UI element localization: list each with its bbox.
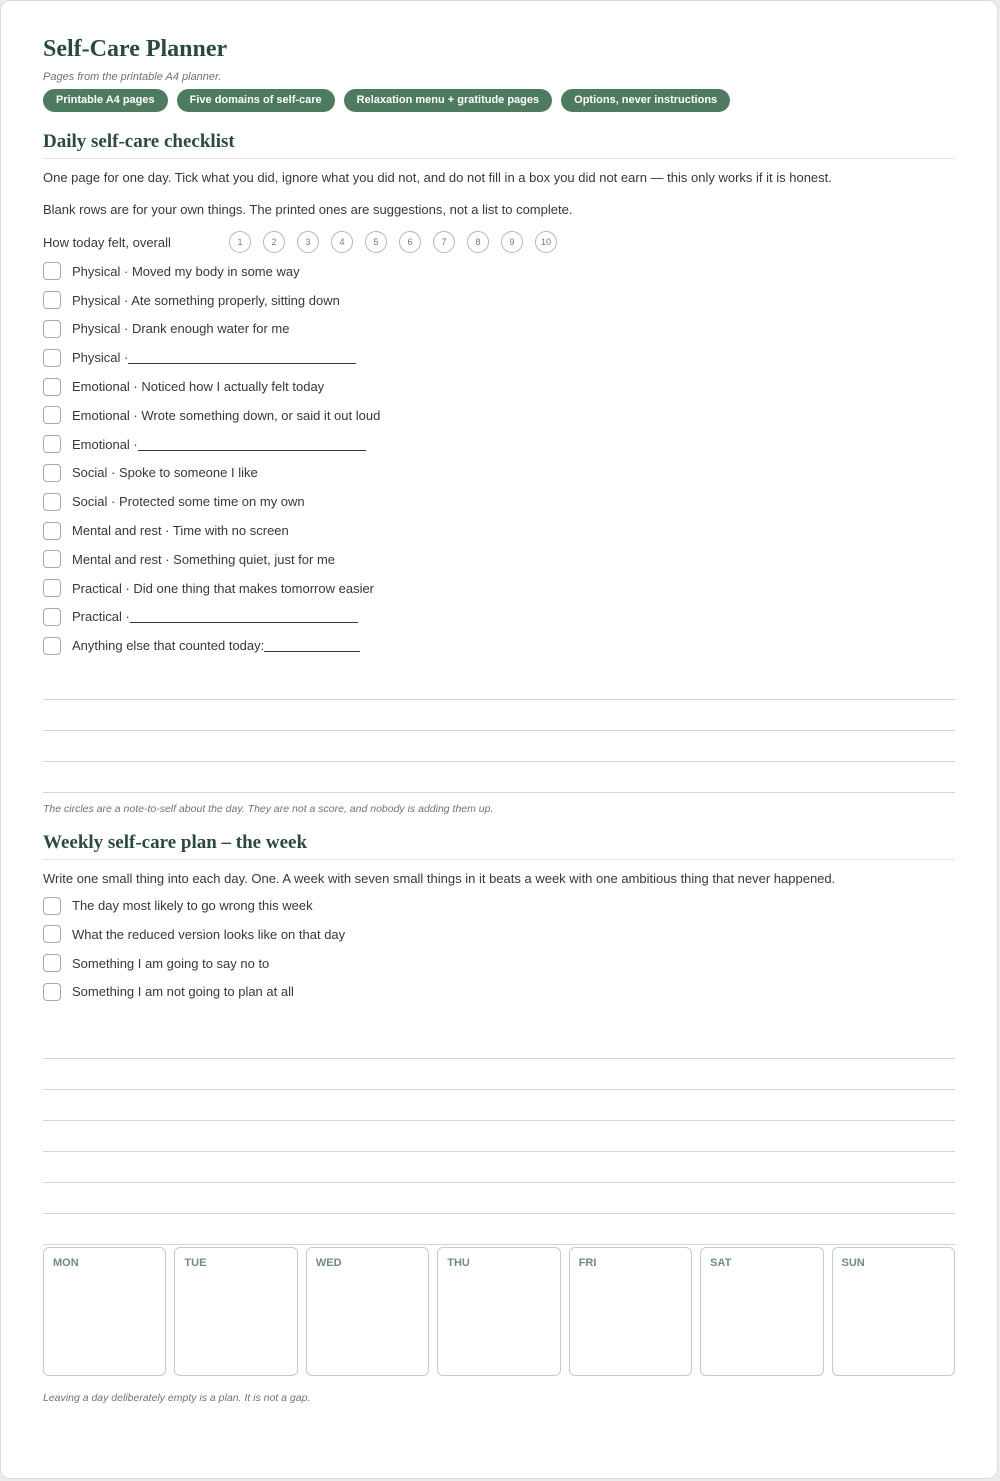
checklist-item-label: Something I am going to say no to — [72, 955, 270, 971]
list-item — [43, 286, 955, 315]
checklist-item-label: What the reduced version looks like on that day — [72, 926, 346, 942]
rating-circle-1[interactable]: 1 — [229, 231, 251, 253]
day-box-tue[interactable] — [174, 1247, 297, 1376]
checklist-item-label: Something I am not going to plan at all — [72, 984, 294, 1000]
tag-printable-pages[interactable]: Printable A4 pages — [43, 89, 168, 112]
day-label: FRI — [578, 1257, 597, 1270]
rating-circle-6[interactable]: 6 — [399, 231, 421, 253]
checklist-item-label: Physical · Moved my body in some way — [72, 263, 300, 279]
rating-circle-9[interactable]: 9 — [501, 231, 523, 253]
checkbox[interactable] — [43, 378, 61, 396]
weekly-intro: Write one small thing into each day. One. A week with seven small things in it beats a week with one ambitious thing that never happened. — [43, 871, 836, 887]
day-box-fri[interactable] — [569, 1247, 692, 1376]
rating-circle-5[interactable]: 5 — [365, 231, 387, 253]
ruled-line — [43, 1214, 955, 1245]
checklist-item-label: Practical · Did one thing that makes tomorrow easier — [72, 580, 375, 596]
ruled-line — [43, 669, 955, 700]
weekly-footnote: Leaving a day deliberately empty is a plan. It is not a gap. — [43, 1392, 311, 1405]
checklist-item-label: Emotional · — [72, 436, 138, 452]
weekly-section-title: Weekly self-care plan – the week — [43, 831, 955, 860]
daily-checklist — [43, 257, 955, 660]
week-day-grid — [43, 1247, 955, 1376]
checklist-item-label: The day most likely to go wrong this week — [72, 898, 313, 914]
rating-circle-8[interactable]: 8 — [467, 231, 489, 253]
ruled-line — [43, 700, 955, 731]
mood-rating-label: How today felt, overall — [43, 234, 171, 250]
day-label: WED — [315, 1257, 342, 1270]
list-item — [43, 372, 955, 401]
checkbox[interactable] — [43, 435, 61, 453]
rating-circle-10[interactable]: 10 — [535, 231, 557, 253]
ruled-line — [43, 1059, 955, 1090]
checklist-item-label: Emotional · Wrote something down, or said it out loud — [72, 407, 381, 423]
day-label: TUE — [184, 1257, 207, 1270]
ruled-line — [43, 1028, 955, 1059]
day-box-mon[interactable] — [43, 1247, 166, 1376]
checkbox[interactable] — [43, 579, 61, 597]
rating-circle-2[interactable]: 2 — [263, 231, 285, 253]
blank-write-line[interactable] — [130, 610, 358, 623]
tag-five-domains[interactable]: Five domains of self-care — [177, 89, 335, 112]
checkbox[interactable] — [43, 983, 61, 1001]
daily-footnote: The circles are a note-to-self about the day. They are not a score, and nobody is adding them up. — [43, 803, 494, 816]
list-item — [43, 978, 955, 1007]
blank-write-line[interactable] — [138, 438, 366, 451]
list-item — [43, 487, 955, 516]
list-item — [43, 949, 955, 978]
checkbox[interactable] — [43, 897, 61, 915]
list-item — [43, 631, 955, 660]
day-box-wed[interactable] — [306, 1247, 429, 1376]
page-subtitle: Pages from the printable A4 planner. — [43, 71, 222, 83]
list-item — [43, 891, 955, 920]
list-item — [43, 920, 955, 949]
checklist-item-label: Physical · Ate something properly, sitting down — [72, 292, 340, 308]
list-item — [43, 545, 955, 574]
list-item — [43, 315, 955, 344]
checkbox[interactable] — [43, 925, 61, 943]
checklist-item-label: Anything else that counted today: — [72, 638, 265, 654]
checkbox[interactable] — [43, 637, 61, 655]
checklist-item-label: Physical · — [72, 350, 129, 366]
checkbox[interactable] — [43, 262, 61, 280]
checkbox[interactable] — [43, 608, 61, 626]
checkbox[interactable] — [43, 406, 61, 424]
list-item — [43, 343, 955, 372]
tag-relaxation-menu[interactable]: Relaxation menu + gratitude pages — [344, 89, 552, 112]
tag-options[interactable]: Options, never instructions — [561, 89, 730, 112]
day-label: THU — [447, 1257, 470, 1270]
weekly-checklist — [43, 891, 955, 1006]
day-box-sat[interactable] — [700, 1247, 823, 1376]
daily-intro-1: One page for one day. Tick what you did, ignore what you did not, and do not fill in a box you did not earn — this only works if it is honest. — [43, 170, 832, 185]
checkbox[interactable] — [43, 464, 61, 482]
mood-rating-row — [43, 230, 955, 254]
daily-section-title: Daily self-care checklist — [43, 130, 955, 159]
list-item — [43, 430, 955, 459]
day-box-thu[interactable] — [437, 1247, 560, 1376]
rating-circle-3[interactable]: 3 — [297, 231, 319, 253]
list-item — [43, 574, 955, 603]
ruled-line — [43, 762, 955, 793]
checklist-item-label: Social · Protected some time on my own — [72, 494, 305, 510]
mood-rating-circles — [229, 231, 557, 253]
checkbox[interactable] — [43, 320, 61, 338]
checklist-item-label: Mental and rest · Something quiet, just for me — [72, 551, 336, 567]
day-label: SAT — [710, 1257, 732, 1270]
checklist-item-label: Social · Spoke to someone I like — [72, 465, 258, 481]
ruled-line — [43, 1090, 955, 1121]
blank-write-line[interactable] — [264, 639, 360, 652]
day-label: MON — [53, 1257, 79, 1270]
ruled-line — [43, 1152, 955, 1183]
blank-write-line[interactable] — [128, 351, 356, 364]
list-item — [43, 459, 955, 488]
rating-circle-4[interactable]: 4 — [331, 231, 353, 253]
day-box-sun[interactable] — [832, 1247, 955, 1376]
checklist-item-label: Mental and rest · Time with no screen — [72, 523, 289, 539]
list-item — [43, 257, 955, 286]
ruled-line — [43, 1183, 955, 1214]
ruled-line — [43, 1121, 955, 1152]
list-item — [43, 401, 955, 430]
weekly-notes-lines[interactable] — [43, 1028, 955, 1245]
checklist-item-label: Emotional · Noticed how I actually felt today — [72, 379, 325, 395]
list-item — [43, 603, 955, 632]
page-title: Self-Care Planner — [43, 36, 228, 62]
daily-notes-lines[interactable] — [43, 669, 955, 793]
checkbox[interactable] — [43, 954, 61, 972]
tag-list — [43, 89, 955, 112]
ruled-line — [43, 731, 955, 762]
day-label: SUN — [841, 1257, 865, 1270]
list-item — [43, 516, 955, 545]
rating-circle-7[interactable]: 7 — [433, 231, 455, 253]
checkbox[interactable] — [43, 522, 61, 540]
checkbox[interactable] — [43, 291, 61, 309]
checkbox[interactable] — [43, 349, 61, 367]
daily-intro-2: Blank rows are for your own things. The printed ones are suggestions, not a list to complete. — [43, 202, 573, 217]
checkbox[interactable] — [43, 550, 61, 568]
checklist-item-label: Practical · — [72, 609, 130, 625]
checklist-item-label: Physical · Drank enough water for me — [72, 321, 290, 337]
checkbox[interactable] — [43, 493, 61, 511]
